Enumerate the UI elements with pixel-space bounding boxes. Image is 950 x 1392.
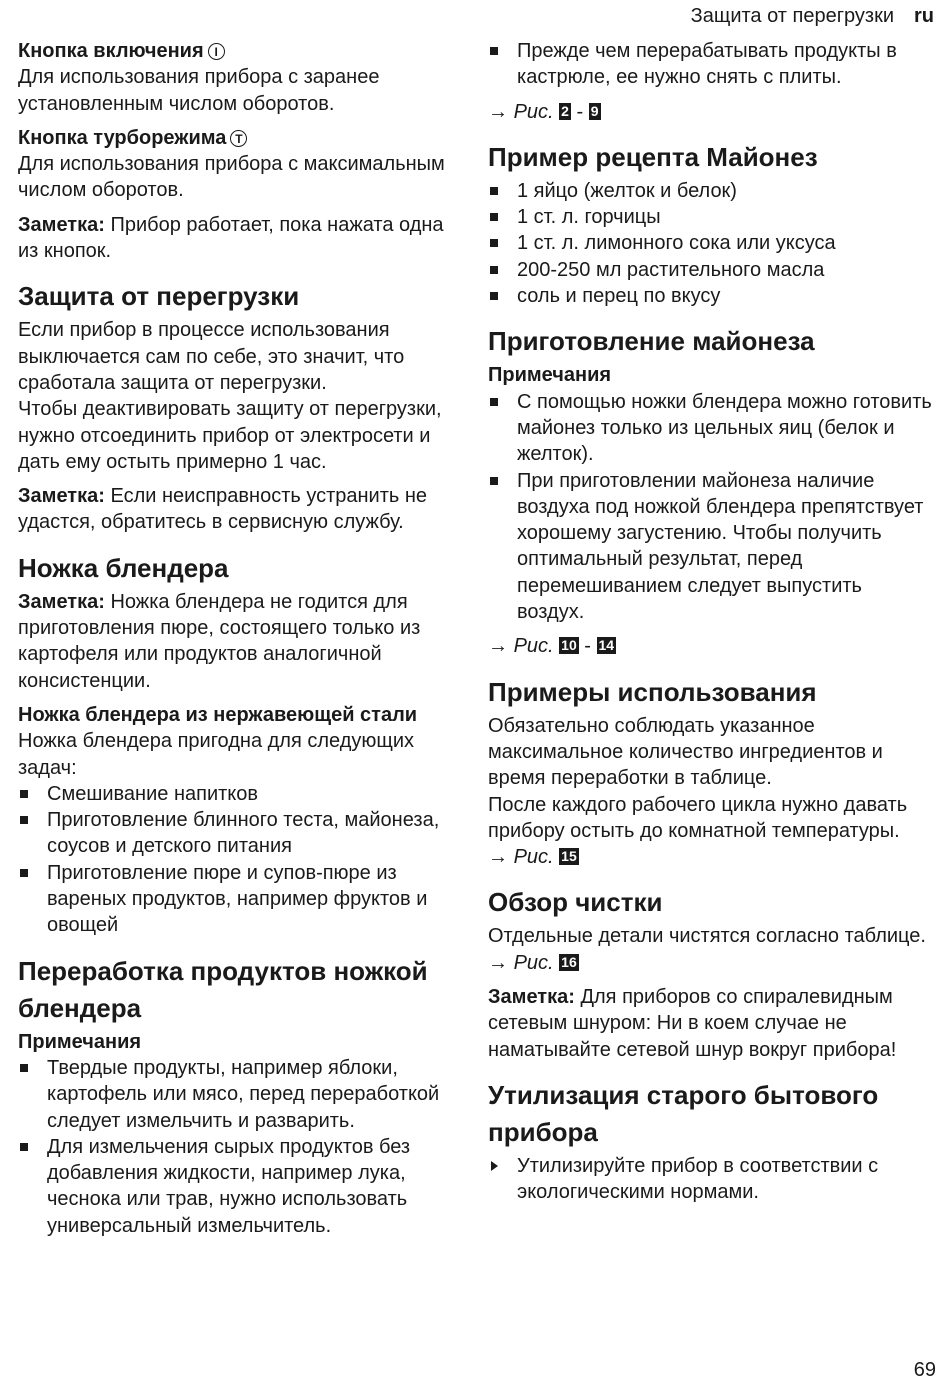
figure-number: 14 [598, 637, 615, 654]
figure-word: Рис. [513, 100, 554, 123]
figure-reference: → Рис. 16 [488, 951, 577, 974]
list-item [488, 257, 934, 283]
list-item [488, 389, 934, 468]
note-text: Прибор работает, пока нажата одна из кнопок. [18, 213, 444, 263]
figure-reference: → Рис. 15 [488, 846, 577, 869]
note-puree [18, 589, 468, 694]
header-title: Защита от перегрузки [690, 5, 894, 27]
bullet-square-icon [490, 398, 498, 406]
list-item [488, 230, 934, 256]
bullet-square-icon [20, 790, 28, 798]
note-text: Ножка блендера не годится для приготовления пюре, состоящего только из картофеля или продуктов аналогичной консистенции. [18, 590, 421, 692]
list-item-text: соль и перец по вкусу [517, 285, 721, 308]
arrow-bullet-icon [491, 1161, 498, 1171]
overload-paragraph-1: Если прибор в процессе использования выключается сам по себе, это значит, что сработала защита от перегрузки. [18, 319, 405, 394]
processing-heading: Переработка продуктов ножкой блендера [18, 955, 428, 1023]
list-item [488, 283, 934, 309]
bullet-square-icon [490, 477, 498, 485]
list-item-text: Для измельчения сырых продуктов без добавления жидкости, например лука, чеснока или трав, нужно использовать универсальный измельчитель. [47, 1135, 411, 1237]
note-label: Заметка: [18, 590, 105, 613]
recipe-heading: Пример рецепта Майонез [488, 141, 818, 172]
bullet-square-icon [20, 1143, 28, 1151]
note-cord [488, 984, 934, 1063]
list-item-text: Утилизируйте прибор в соответствии с экологическими нормами. [517, 1154, 879, 1204]
notes-heading: Примечания [18, 1030, 142, 1053]
examples-paragraph-1: Обязательно соблюдать указанное максимальное количество ингредиентов и время переработки в таблице. [488, 714, 883, 790]
list-item-text: 1 ст. л. лимонного сока или уксуса [517, 232, 836, 255]
list-item-text: Приготовление блинного теста, майонеза, соусов и детского питания [47, 809, 440, 858]
list-item-text: Приготовление пюре и супов-пюре из вареных продуктов, например фруктов и овощей [47, 861, 428, 937]
list-item-text: 1 ст. л. горчицы [517, 206, 661, 229]
turbo-symbol-icon: T [230, 130, 247, 147]
figure-reference: → Рис. 2 - 9 [488, 100, 599, 123]
figure-number: 10 [561, 637, 577, 654]
running-header [691, 4, 934, 28]
mayonnaise-notes-list [488, 389, 934, 626]
list-item [488, 38, 934, 91]
left-column [18, 38, 468, 1247]
list-item [488, 204, 934, 230]
list-item-text: При приготовлении майонеза наличие воздуха под ножкой блендера препятствует хорошему загустению. Чтобы получить оптимальный результат, перед перемешиванием следует выпустить воздух. [517, 469, 924, 624]
disposal-heading: Утилизация старого бытового прибора [488, 1079, 879, 1147]
note-text: Для приборов со спиралевидным сетевым шнуром: Ни в коем случае не наматывайте сетевой шнур вокруг прибора! [488, 986, 897, 1061]
note-service [18, 483, 468, 536]
steel-blender-list [18, 781, 468, 939]
overload-paragraph-2: Чтобы деактивировать защиту от перегрузки, нужно отсоединить прибор от электросети и дать ему остыть примерно 1 час. [18, 398, 442, 473]
figure-reference: → Рис. 10 - 14 [488, 635, 615, 658]
list-item [488, 468, 934, 626]
pot-list [488, 38, 934, 91]
note-label: Заметка: [488, 986, 575, 1009]
mayonnaise-heading: Приготовление майонеза [488, 326, 815, 357]
blender-heading: Ножка блендера [18, 552, 229, 583]
figure-word: Рис. [513, 635, 554, 658]
list-item [18, 807, 468, 860]
note-label: Заметка: [18, 213, 105, 236]
right-column [488, 38, 934, 1214]
disposal-list [488, 1153, 934, 1206]
steel-blender-intro: Ножка блендера пригодна для следующих задач: [18, 730, 415, 779]
language-code: ru [914, 5, 934, 27]
processing-list [18, 1055, 468, 1239]
bullet-square-icon [20, 816, 28, 824]
figure-word: Рис. [513, 951, 554, 974]
list-item [488, 178, 934, 204]
list-item [18, 1134, 468, 1239]
list-item-text: 1 яйцо (желток и белок) [517, 179, 737, 202]
bullet-square-icon [490, 187, 498, 195]
bullet-square-icon [490, 213, 498, 221]
figure-number: 9 [590, 102, 599, 119]
bullet-square-icon [490, 292, 498, 300]
power-symbol-icon: I [208, 43, 225, 60]
note-label: Заметка: [18, 485, 105, 508]
figure-number: 15 [561, 848, 577, 865]
list-item-text: Прежде чем перерабатывать продукты в кастрюле, ее нужно снять с плиты. [517, 40, 897, 89]
turbo-button-heading [18, 125, 468, 151]
figure-number: 2 [561, 102, 569, 119]
bullet-square-icon [20, 1064, 28, 1072]
list-item [18, 781, 468, 807]
note-text: Если неисправность устранить не удастся, обратитесь в сервисную службу. [18, 485, 428, 534]
notes-heading: Примечания [488, 364, 612, 387]
list-item-text: С помощью ножки блендера можно готовить майонез только из цельных яиц (белок и желток). [517, 390, 932, 466]
bullet-square-icon [490, 239, 498, 247]
page-number: 69 [913, 1359, 936, 1381]
turbo-button-title: Кнопка турборежима [18, 126, 227, 149]
list-item-text: Смешивание напитков [47, 782, 259, 805]
examples-heading: Примеры использования [488, 676, 817, 707]
power-button-heading [18, 38, 468, 64]
list-item-text: 200-250 мл растительного масла [517, 258, 825, 281]
figure-number: 16 [561, 953, 577, 970]
steel-blender-heading: Ножка блендера из нержавеющей стали [18, 703, 418, 726]
power-button-text: Для использования прибора с заранее установленным числом оборотов. [18, 66, 380, 115]
bullet-square-icon [490, 266, 498, 274]
turbo-button-text: Для использования прибора с максимальным числом оборотов. [18, 153, 445, 202]
overload-heading: Защита от перегрузки [18, 281, 300, 312]
bullet-square-icon [20, 869, 28, 877]
bullet-square-icon [490, 47, 498, 55]
cleaning-paragraph: Отдельные детали чистятся согласно таблице. [488, 925, 926, 948]
list-item [488, 1153, 934, 1206]
list-item-text: Твердые продукты, например яблоки, картофель или мясо, перед переработкой следует измельчить и разварить. [47, 1056, 440, 1132]
list-item [18, 1055, 468, 1134]
power-button-title: Кнопка включения [18, 40, 204, 62]
examples-paragraph-2: После каждого рабочего цикла нужно давать прибору остыть до комнатной температуры. [488, 793, 908, 842]
note-buttons [18, 212, 468, 265]
figure-word: Рис. [513, 846, 554, 869]
cleaning-heading: Обзор чистки [488, 887, 663, 918]
recipe-ingredients-list [488, 178, 934, 309]
list-item [18, 860, 468, 939]
